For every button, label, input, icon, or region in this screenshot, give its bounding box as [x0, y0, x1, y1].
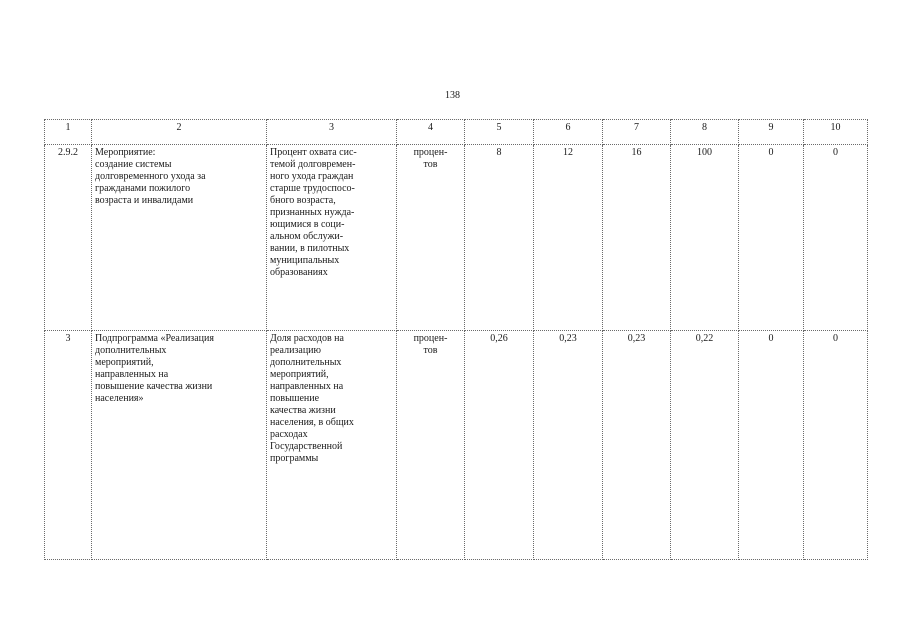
- table-row: [45, 145, 868, 331]
- value-cell-5: 8: [465, 145, 534, 331]
- indicator-cell: Доля расходов на реализацию дополнительных мероприятий, направленных на повышение качества жизни населения, в общих расходах Государственной программы: [267, 331, 397, 560]
- header-cell: 3: [267, 120, 397, 145]
- header-cell: 9: [739, 120, 804, 145]
- header-cell: 5: [465, 120, 534, 145]
- header-cell: 6: [534, 120, 603, 145]
- row-number-cell: 2.9.2: [45, 145, 92, 331]
- value-cell-10: 0: [804, 145, 868, 331]
- row-number-cell: 3: [45, 331, 92, 560]
- value-cell-6: 12: [534, 145, 603, 331]
- value-cell-7: 0,23: [603, 331, 671, 560]
- indicator-cell: Процент охвата сис- темой долговремен- ного ухода граждан старше трудоспосо- бного возраста, признанных нужда- ющимися в соци- альном обслужи- вании, в пилотных муниципальных образованиях: [267, 145, 397, 331]
- value-cell-9: 0: [739, 145, 804, 331]
- value-cell-6: 0,23: [534, 331, 603, 560]
- table-header-row: [45, 120, 868, 145]
- value-cell-5: 0,26: [465, 331, 534, 560]
- header-cell: 10: [804, 120, 868, 145]
- header-cell: 7: [603, 120, 671, 145]
- measure-name-cell: Мероприятие: создание системы долговременного ухода за гражданами пожилого возраста и инвалидами: [92, 145, 267, 331]
- unit-cell: процен- тов: [397, 331, 465, 560]
- value-cell-8: 100: [671, 145, 739, 331]
- data-table: [44, 119, 868, 560]
- header-cell: 4: [397, 120, 465, 145]
- header-cell: 1: [45, 120, 92, 145]
- page-number: 138: [445, 90, 460, 101]
- value-cell-8: 0,22: [671, 331, 739, 560]
- value-cell-10: 0: [804, 331, 868, 560]
- value-cell-7: 16: [603, 145, 671, 331]
- header-cell: 2: [92, 120, 267, 145]
- unit-cell: процен- тов: [397, 145, 465, 331]
- header-cell: 8: [671, 120, 739, 145]
- measure-name-cell: Подпрограмма «Реализация дополнительных мероприятий, направленных на повышение качества жизни населения»: [92, 331, 267, 560]
- table-row: [45, 331, 868, 560]
- value-cell-9: 0: [739, 331, 804, 560]
